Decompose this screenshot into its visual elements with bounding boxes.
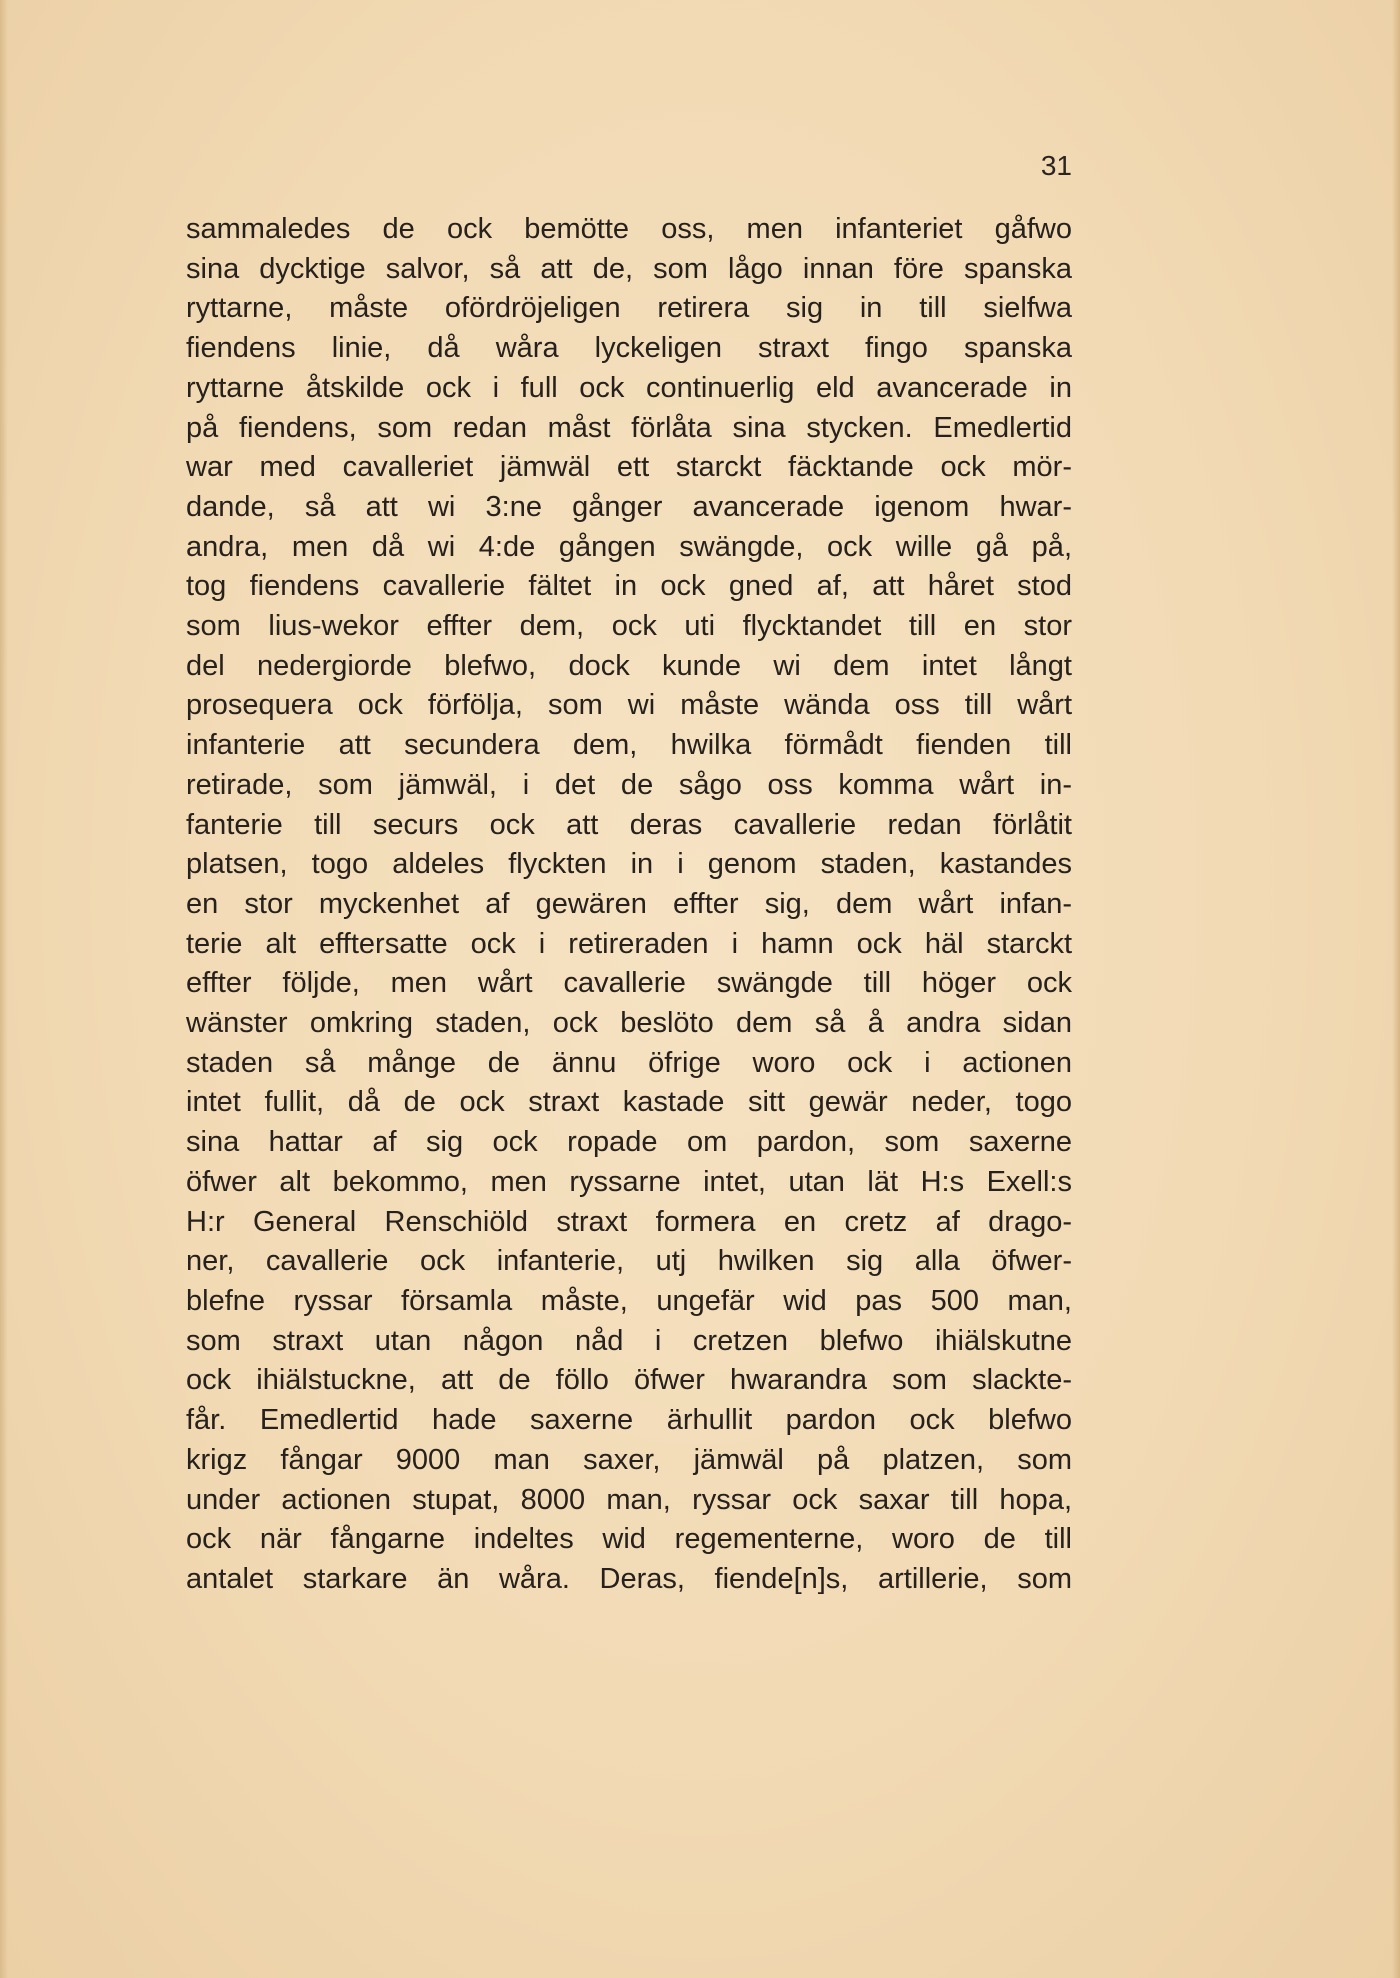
text-line: öfwer alt bekommo, men ryssarne intet, utan lät H:s Exell:s: [186, 1165, 1072, 1198]
text-line: wänster omkring staden, ock beslöto dem så å andra sidan: [186, 1007, 1072, 1040]
text-line: antalet starkare än wåra. Deras, fiende[n]s, artillerie, som: [186, 1562, 1072, 1595]
page-number: 31: [1040, 150, 1072, 181]
text-line: sammaledes de ock bemötte oss, men infanteriet gåfwo: [186, 213, 1072, 245]
text-line: prosequera ock förfölja, som wi måste wända oss till wårt: [186, 689, 1072, 722]
text-line: staden så månge de ännu öfrige woro ock i actionen: [186, 1046, 1072, 1079]
text-line: ryttarne, måste ofördröjeligen retirera sig in till sielfwa: [186, 292, 1072, 325]
body-text: [186, 210, 1072, 1600]
text-line: dande, så att wi 3:ne gånger avancerade igenom hwar-: [186, 490, 1072, 523]
text-line: del nedergiorde blefwo, dock kunde wi dem intet långt: [186, 649, 1072, 682]
text-line: effter följde, men wårt cavallerie swängde till höger ock: [186, 967, 1072, 1000]
page-edge-left: [0, 0, 8, 1978]
text-line: retirade, som jämwäl, i det de sågo oss komma wårt in-: [186, 768, 1072, 801]
text-line: krigz fångar 9000 man saxer, jämwäl på platzen, som: [186, 1443, 1072, 1476]
text-line: en stor myckenhet af gewären effter sig, dem wårt infan-: [186, 887, 1072, 920]
text-line: infanterie att secundera dem, hwilka förmådt fienden till: [186, 729, 1072, 762]
text-line: fiendens linie, då wåra lyckeligen straxt fingo spanska: [186, 332, 1072, 365]
text-line: intet fullit, då de ock straxt kastade sitt gewär neder, togo: [186, 1086, 1072, 1119]
text-line: under actionen stupat, 8000 man, ryssar ock saxar till hopa,: [186, 1483, 1072, 1516]
text-line: får. Emedlertid hade saxerne ärhullit pardon ock blefwo: [186, 1404, 1072, 1437]
text-line: ock ihiälstuckne, att de föllo öfwer hwarandra som slackte-: [186, 1364, 1072, 1397]
text-line: war med cavalleriet jämwäl ett starckt fäcktande ock mör-: [186, 451, 1072, 484]
text-line: terie alt efftersatte ock i retireraden i hamn ock häl starckt: [186, 927, 1072, 960]
text-line: som lius-wekor effter dem, ock uti flycktandet till en stor: [186, 610, 1072, 643]
text-line: ner, cavallerie ock infanterie, utj hwilken sig alla öfwer-: [186, 1245, 1072, 1278]
text-line: H:r General Renschiöld straxt formera en cretz af drago-: [186, 1205, 1072, 1238]
text-line: sina hattar af sig ock ropade om pardon, som saxerne: [186, 1126, 1072, 1159]
text-line: sina dycktige salvor, så att de, som lågo innan före spanska: [186, 252, 1072, 285]
text-line: på fiendens, som redan måst förlåta sina stycken. Emedlertid: [186, 411, 1072, 444]
text-line: platsen, togo aldeles flyckten in i genom staden, kastandes: [186, 848, 1072, 881]
text-line: tog fiendens cavallerie fältet in ock gned af, att håret stod: [186, 570, 1072, 603]
text-line: andra, men då wi 4:de gången swängde, ock wille gå på,: [186, 530, 1072, 563]
text-line: ock när fångarne indeltes wid regementerne, woro de till: [186, 1523, 1072, 1556]
text-line: fanterie till securs ock att deras cavallerie redan förlåtit: [186, 808, 1072, 841]
page-edge-right: [1392, 0, 1400, 1978]
text-line: ryttarne åtskilde ock i full ock continuerlig eld avancerade in: [186, 371, 1072, 404]
text-line: blefne ryssar församla måste, ungefär wid pas 500 man,: [186, 1284, 1072, 1317]
text-line: som straxt utan någon nåd i cretzen blefwo ihiälskutne: [186, 1324, 1072, 1357]
